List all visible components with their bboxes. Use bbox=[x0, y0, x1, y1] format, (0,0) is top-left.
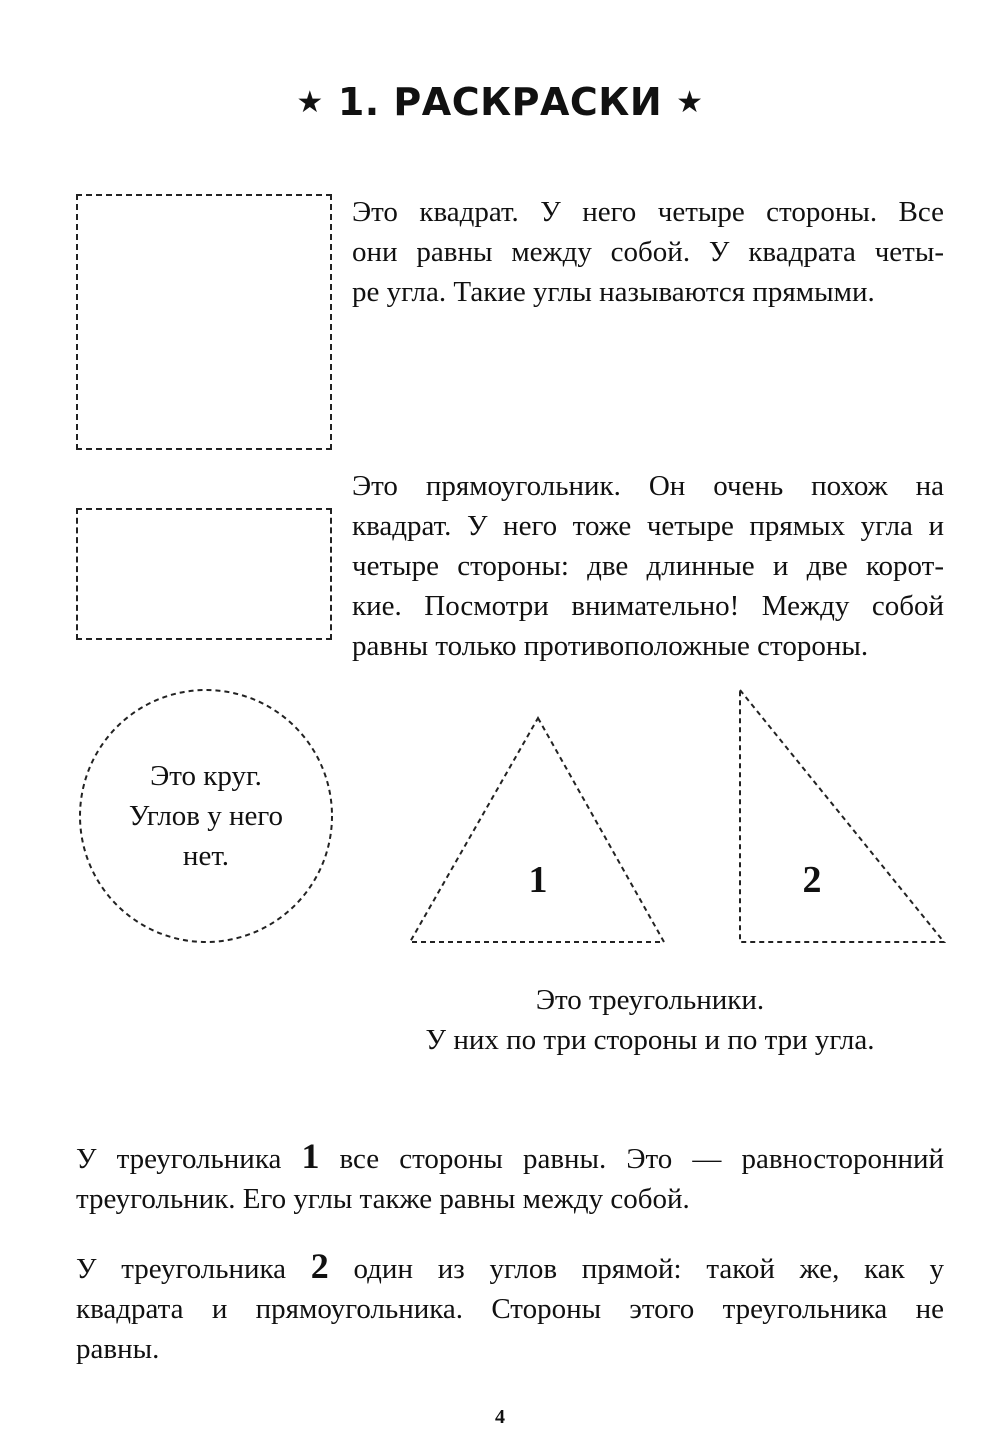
paragraph-triangle-1 bbox=[76, 1136, 944, 1219]
text-line: они равны между собой. У квадрата четы- bbox=[352, 236, 944, 268]
text-line: Это треугольники. bbox=[535, 984, 765, 1016]
text-fragment: все стороны равны. Это — равносторонний bbox=[339, 1143, 945, 1175]
circle-description bbox=[74, 756, 338, 876]
triangles-caption bbox=[360, 980, 940, 1060]
text-line: квадрат. У него тоже четыре прямых угла и bbox=[352, 510, 944, 542]
text-fragment: У треугольника bbox=[76, 1143, 282, 1175]
rectangle-description bbox=[352, 466, 944, 666]
text-line: Углов у него bbox=[128, 800, 284, 832]
star-icon: ★ bbox=[296, 85, 324, 120]
right-triangle bbox=[740, 690, 944, 942]
star-icon: ★ bbox=[676, 85, 704, 120]
triangle-number: 2 bbox=[310, 1246, 329, 1286]
square-figure bbox=[76, 194, 332, 450]
square-description bbox=[352, 192, 944, 312]
triangle-2-label: 2 bbox=[802, 859, 822, 901]
text-line: У них по три стороны и по три угла. bbox=[425, 1024, 875, 1056]
page-number: 4 bbox=[495, 1406, 505, 1428]
text-line: Это квадрат. У него четыре стороны. Все bbox=[352, 196, 944, 228]
equilateral-triangle bbox=[410, 718, 664, 942]
text-line: ре угла. Такие углы называются прямыми. bbox=[352, 276, 875, 308]
text-line: Это прямоугольник. Он очень похож на bbox=[352, 470, 944, 502]
triangle-number: 1 bbox=[301, 1136, 320, 1176]
text-line bbox=[76, 1136, 944, 1179]
paragraph-triangle-2 bbox=[76, 1246, 944, 1369]
text-line: кие. Посмотри внимательно! Между собой bbox=[352, 590, 944, 622]
triangle-1-label: 1 bbox=[528, 859, 548, 901]
text-line bbox=[76, 1246, 944, 1289]
text-line: нет. bbox=[182, 840, 230, 872]
triangles-figure bbox=[400, 680, 960, 960]
text-line: Это круг. bbox=[150, 760, 262, 792]
text-line: равны только противоположные стороны. bbox=[352, 630, 869, 662]
rectangle-figure bbox=[76, 508, 332, 640]
text-line: равны. bbox=[76, 1333, 160, 1365]
text-line: квадрата и прямоугольника. Стороны этого треугольника не bbox=[76, 1293, 944, 1325]
text-line: треугольник. Его углы также равны между собой. bbox=[76, 1183, 690, 1215]
text-line: четыре стороны: две длинные и две корот- bbox=[352, 550, 944, 582]
heading-title: 1. РАСКРАСКИ bbox=[337, 80, 663, 124]
text-fragment: У треугольника bbox=[76, 1253, 287, 1285]
page-heading bbox=[0, 80, 1000, 124]
text-fragment: один из углов прямой: такой же, как у bbox=[353, 1253, 944, 1285]
